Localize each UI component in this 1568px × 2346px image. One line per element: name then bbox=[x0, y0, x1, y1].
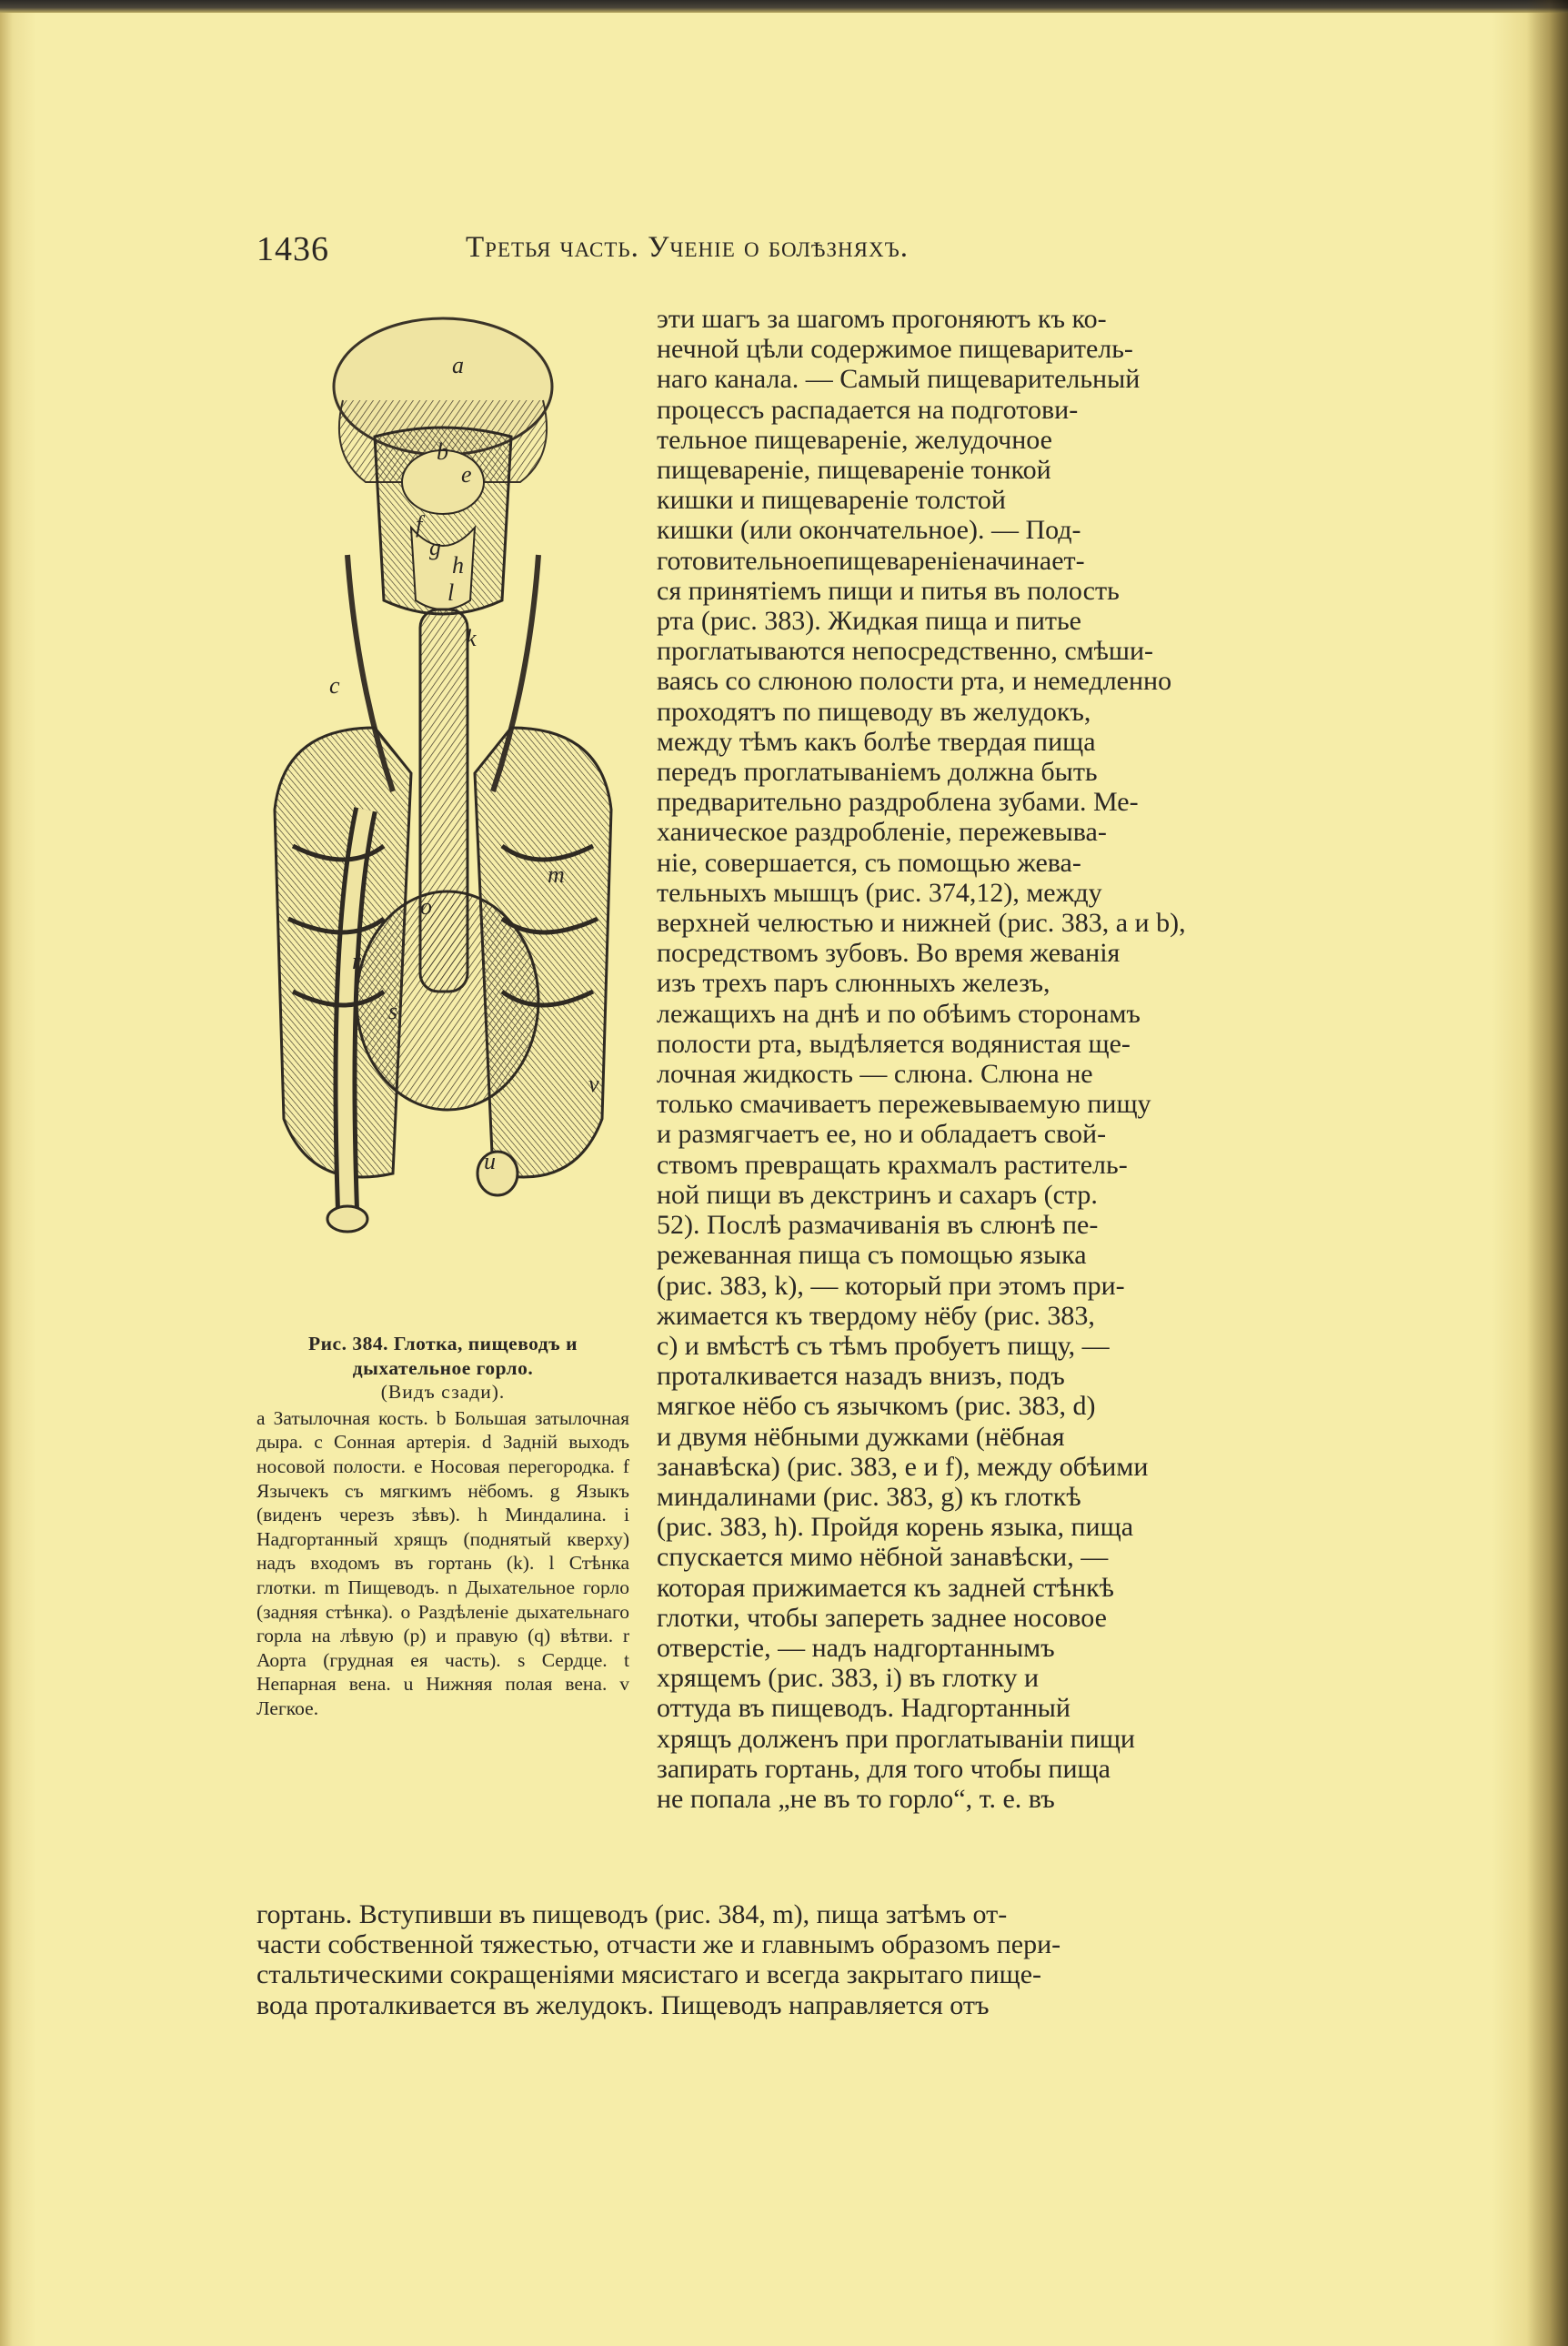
text-line: эти шагъ за шагомъ прогоняютъ къ ко- bbox=[657, 304, 1107, 334]
running-head: Третья часть. Ученіе о болѣзняхъ. bbox=[466, 231, 910, 264]
text-line: проглатываются непосредственно, смѣши- bbox=[657, 636, 1154, 667]
caption-subtitle: (Видъ сзади). bbox=[380, 1381, 506, 1404]
text-line: миндалинами (рис. 383, g) къ глоткѣ bbox=[657, 1481, 1081, 1512]
text-line: оттуда въ пищеводъ. Надгортанный bbox=[657, 1693, 1070, 1724]
text-line: кишки (или окончательное). — Под- bbox=[657, 515, 1081, 546]
fig-label-c: c bbox=[329, 672, 340, 699]
text-line: тельныхъ мышцъ (рис. 374,12), между bbox=[657, 877, 1102, 908]
fig-label-h: h bbox=[452, 552, 464, 579]
text-line: между тѣмъ какъ болѣе твердая пища bbox=[657, 726, 1096, 757]
text-line: лочная жидкость — слюна. Слюна не bbox=[657, 1059, 1093, 1090]
text-line: мягкое нёбо съ язычкомъ (рис. 383, d) bbox=[657, 1391, 1096, 1422]
text-line: режеванная пища съ помощью языка bbox=[657, 1240, 1087, 1271]
fig-label-a: a bbox=[452, 352, 464, 378]
text-line: ствомъ превращать крахмалъ раститель- bbox=[657, 1149, 1128, 1180]
fig-label-u: u bbox=[484, 1148, 496, 1174]
page-number: 1436 bbox=[256, 230, 329, 268]
caption-title: Рис. 384. Глотка, пищеводъ и дыхательное горло. bbox=[308, 1333, 578, 1379]
anatomical-figure bbox=[256, 300, 629, 1337]
fig-label-g: g bbox=[429, 534, 441, 560]
text-line: стальтическими сокращеніями мясистаго и всегда закрытаго пище- bbox=[256, 1959, 1042, 1990]
book-spine-shadow bbox=[1526, 0, 1568, 2346]
text-line: ваясь со слюною полости рта, и немедленно bbox=[657, 666, 1172, 697]
text-line: готовительноепищевареніеначинает- bbox=[657, 545, 1085, 576]
fig-label-o: o bbox=[420, 893, 432, 920]
text-line: спускается мимо нёбной занавѣски, — bbox=[657, 1542, 1109, 1573]
text-line: наго канала. — Самый пищеварительный bbox=[657, 364, 1141, 395]
text-line: c) и вмѣстѣ съ тѣмъ пробуетъ пищу, — bbox=[657, 1330, 1110, 1361]
text-line: и двумя нёбными дужками (нёбная bbox=[657, 1421, 1065, 1452]
fig-label-l: l bbox=[447, 579, 455, 606]
fig-label-k: k bbox=[466, 625, 477, 651]
text-line: ся принятіемъ пищи и питья въ полость bbox=[657, 575, 1120, 606]
text-line: ніе, совершается, съ помощью жева- bbox=[657, 847, 1081, 878]
text-line: проходятъ по пищеводу въ желудокъ, bbox=[657, 696, 1091, 727]
text-line: (рис. 383, k), — который при этомъ при- bbox=[657, 1270, 1125, 1301]
text-line: (рис. 383, h). Пройдя корень языка, пища bbox=[657, 1512, 1134, 1543]
text-line: не попала „не въ то горло“, т. е. въ bbox=[657, 1783, 1055, 1814]
text-line: изъ трехъ паръ слюнныхъ железъ, bbox=[657, 968, 1050, 999]
body-column-text bbox=[657, 304, 1313, 1814]
text-line: посредствомъ зубовъ. Во время жеванія bbox=[657, 938, 1121, 969]
text-line: полости рта, выдѣляется водянистая ще- bbox=[657, 1028, 1131, 1059]
text-line: пищевареніе, пищевареніе тонкой bbox=[657, 455, 1051, 486]
text-line: передъ проглатываніемъ должна быть bbox=[657, 757, 1098, 788]
scan-top-edge bbox=[0, 0, 1568, 13]
fig-label-m: m bbox=[548, 861, 565, 888]
text-line: рта (рис. 383). Жидкая пища и питье bbox=[657, 606, 1081, 637]
text-line: хрящемъ (рис. 383, i) въ глотку и bbox=[657, 1663, 1039, 1694]
text-line: гортань. Вступивши въ пищеводъ (рис. 384, m), пища затѣмъ от- bbox=[256, 1899, 1008, 1929]
text-line: лежащихъ на днѣ и по обѣимъ сторонамъ bbox=[657, 998, 1141, 1029]
text-line: ханическое раздробленіе, пережевыва- bbox=[657, 817, 1107, 848]
text-line: тельное пищевареніе, желудочное bbox=[657, 424, 1052, 455]
text-line: только смачиваетъ пережевываемую пищу bbox=[657, 1089, 1151, 1120]
text-line: глотки, чтобы запереть заднее носовое bbox=[657, 1602, 1107, 1633]
text-line: занавѣска) (рис. 383, e и f), между обѣими bbox=[657, 1451, 1149, 1482]
page-header bbox=[256, 229, 1312, 275]
caption-legend: a Затылочная кость. b Большая затылочная дыра. c Сонная артерія. d Заднiй выходъ носовой полости. e Носовая перегородка. f Язычекъ съ мягкимъ нёбомъ. g Языкъ (виденъ черезъ зѣвъ). h Миндалина. i Надгортанный хрящъ (поднятый кверху) надъ входомъ въ гортань (k). l Стѣнка глотки. m Пищеводъ. n Дыхательное горло (задняя стѣнка). o Раздѣленіе дыхательнаго горла на лѣвую (p) и правую (q) вѣтви. r Аорта (грудная ея часть). s Сердце. t Непарная вена. u Нижняя полая вена. v Легкое. bbox=[256, 1406, 629, 1719]
text-line: части собственной тяжестью, отчасти же и главнымъ образомъ пери- bbox=[256, 1929, 1061, 1960]
text-line: жимается къ твердому нёбу (рис. 383, bbox=[657, 1300, 1095, 1331]
fig-label-v: v bbox=[588, 1071, 599, 1097]
text-line: и размягчаетъ ее, но и обладаетъ свой- bbox=[657, 1119, 1107, 1150]
fig-label-e: e bbox=[461, 461, 472, 488]
text-line: предварительно раздроблена зубами. Ме- bbox=[657, 787, 1139, 818]
fig-label-s: s bbox=[388, 998, 398, 1024]
text-line: запирать гортань, для того чтобы пища bbox=[657, 1753, 1111, 1784]
text-line: отверстіе, — надъ надгортаннымъ bbox=[657, 1632, 1055, 1663]
text-line: хрящъ долженъ при проглатываніи пищи bbox=[657, 1723, 1135, 1754]
fig-label-b: b bbox=[437, 438, 448, 465]
figure-caption bbox=[256, 1332, 629, 1721]
body-full-width-text bbox=[256, 1899, 1313, 2020]
text-line: кишки и пищевареніе толстой bbox=[657, 485, 1006, 516]
text-line: вода проталкивается въ желудокъ. Пищеводъ направляется отъ bbox=[256, 1989, 990, 2020]
text-line: ной пищи въ декстринъ и сахаръ (стр. bbox=[657, 1179, 1098, 1210]
anatomy-engraving bbox=[256, 300, 629, 1328]
text-line: 52). Послѣ размачиванія въ слюнѣ пе- bbox=[657, 1210, 1099, 1241]
text-line: процессъ распадается на подготови- bbox=[657, 394, 1079, 425]
text-line: нечной цѣли содержимое пищеваритель- bbox=[657, 334, 1133, 365]
fig-label-r: r bbox=[352, 948, 362, 974]
text-line: верхней челюстью и нижней (рис. 383, a и b), bbox=[657, 908, 1186, 939]
fig-label-f: f bbox=[416, 511, 423, 538]
text-line: которая прижимается къ задней стѣнкѣ bbox=[657, 1572, 1114, 1603]
text-line: проталкивается назадъ внизъ, подъ bbox=[657, 1361, 1065, 1392]
